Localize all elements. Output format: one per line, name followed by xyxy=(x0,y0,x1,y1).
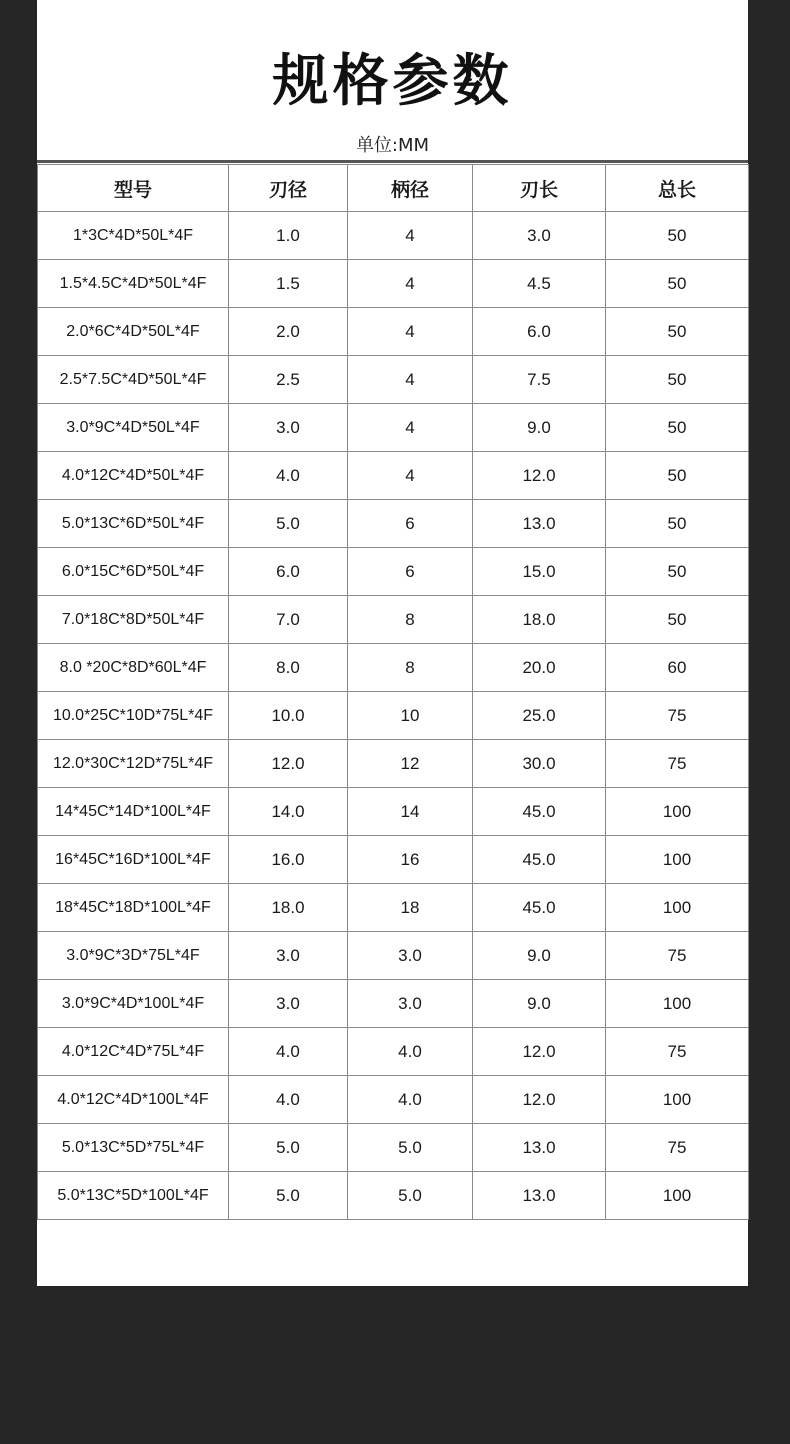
cell-blade-length: 12.0 xyxy=(473,1076,606,1124)
cell-blade-diameter: 5.0 xyxy=(229,500,348,548)
cell-overall-length: 75 xyxy=(606,692,749,740)
cell-model: 12.0*30C*12D*75L*4F xyxy=(38,740,229,788)
cell-shank-diameter: 4 xyxy=(348,260,473,308)
table-row xyxy=(38,452,749,500)
cell-blade-diameter: 7.0 xyxy=(229,596,348,644)
cell-blade-diameter: 8.0 xyxy=(229,644,348,692)
cell-model: 1*3C*4D*50L*4F xyxy=(38,212,229,260)
cell-model: 5.0*13C*6D*50L*4F xyxy=(38,500,229,548)
table-row xyxy=(38,1076,749,1124)
cell-overall-length: 100 xyxy=(606,1172,749,1220)
cell-overall-length: 50 xyxy=(606,500,749,548)
cell-overall-length: 50 xyxy=(606,212,749,260)
cell-blade-length: 13.0 xyxy=(473,500,606,548)
cell-overall-length: 50 xyxy=(606,308,749,356)
cell-blade-length: 3.0 xyxy=(473,212,606,260)
cell-shank-diameter: 16 xyxy=(348,836,473,884)
cell-blade-length: 9.0 xyxy=(473,932,606,980)
cell-blade-diameter: 12.0 xyxy=(229,740,348,788)
unit-label: 单位:MM xyxy=(355,135,430,156)
cell-model: 14*45C*14D*100L*4F xyxy=(38,788,229,836)
table-row xyxy=(38,692,749,740)
cell-blade-diameter: 4.0 xyxy=(229,1028,348,1076)
cell-model: 2.0*6C*4D*50L*4F xyxy=(38,308,229,356)
table-header-row xyxy=(38,165,749,212)
cell-shank-diameter: 6 xyxy=(348,500,473,548)
cell-model: 16*45C*16D*100L*4F xyxy=(38,836,229,884)
cell-model: 1.5*4.5C*4D*50L*4F xyxy=(38,260,229,308)
cell-shank-diameter: 4 xyxy=(348,212,473,260)
cell-blade-diameter: 4.0 xyxy=(229,1076,348,1124)
cell-blade-length: 20.0 xyxy=(473,644,606,692)
table-row xyxy=(38,1124,749,1172)
cell-blade-length: 4.5 xyxy=(473,260,606,308)
cell-blade-diameter: 1.0 xyxy=(229,212,348,260)
table-row xyxy=(38,740,749,788)
cell-blade-length: 7.5 xyxy=(473,356,606,404)
cell-blade-length: 13.0 xyxy=(473,1172,606,1220)
cell-model: 3.0*9C*3D*75L*4F xyxy=(38,932,229,980)
cell-blade-length: 15.0 xyxy=(473,548,606,596)
table-row xyxy=(38,1172,749,1220)
cell-shank-diameter: 4.0 xyxy=(348,1028,473,1076)
cell-overall-length: 50 xyxy=(606,356,749,404)
cell-model: 5.0*13C*5D*100L*4F xyxy=(38,1172,229,1220)
cell-blade-diameter: 16.0 xyxy=(229,836,348,884)
spec-table xyxy=(37,164,749,1220)
cell-blade-length: 6.0 xyxy=(473,308,606,356)
spec-sheet xyxy=(37,0,748,1286)
table-row xyxy=(38,980,749,1028)
table-row xyxy=(38,788,749,836)
cell-blade-length: 9.0 xyxy=(473,980,606,1028)
table-row xyxy=(38,260,749,308)
cell-shank-diameter: 4.0 xyxy=(348,1076,473,1124)
table-row xyxy=(38,356,749,404)
header-blade-length: 刃长 xyxy=(473,165,606,212)
cell-blade-length: 45.0 xyxy=(473,788,606,836)
cell-shank-diameter: 5.0 xyxy=(348,1172,473,1220)
cell-model: 4.0*12C*4D*100L*4F xyxy=(38,1076,229,1124)
cell-blade-diameter: 1.5 xyxy=(229,260,348,308)
cell-overall-length: 100 xyxy=(606,884,749,932)
cell-blade-diameter: 2.0 xyxy=(229,308,348,356)
cell-blade-length: 45.0 xyxy=(473,884,606,932)
cell-blade-diameter: 4.0 xyxy=(229,452,348,500)
cell-blade-length: 12.0 xyxy=(473,452,606,500)
cell-shank-diameter: 10 xyxy=(348,692,473,740)
cell-shank-diameter: 3.0 xyxy=(348,980,473,1028)
cell-model: 5.0*13C*5D*75L*4F xyxy=(38,1124,229,1172)
cell-blade-length: 30.0 xyxy=(473,740,606,788)
table-row xyxy=(38,884,749,932)
cell-overall-length: 75 xyxy=(606,1028,749,1076)
cell-blade-length: 45.0 xyxy=(473,836,606,884)
cell-shank-diameter: 5.0 xyxy=(348,1124,473,1172)
table-row xyxy=(38,548,749,596)
header-overall-length: 总长 xyxy=(606,165,749,212)
cell-overall-length: 50 xyxy=(606,548,749,596)
cell-model: 3.0*9C*4D*100L*4F xyxy=(38,980,229,1028)
cell-blade-diameter: 3.0 xyxy=(229,404,348,452)
cell-overall-length: 50 xyxy=(606,404,749,452)
cell-shank-diameter: 4 xyxy=(348,356,473,404)
page-title: 规格参数 xyxy=(272,49,513,114)
cell-overall-length: 60 xyxy=(606,644,749,692)
cell-overall-length: 50 xyxy=(606,260,749,308)
cell-overall-length: 100 xyxy=(606,788,749,836)
cell-shank-diameter: 18 xyxy=(348,884,473,932)
cell-shank-diameter: 14 xyxy=(348,788,473,836)
cell-overall-length: 50 xyxy=(606,452,749,500)
header-blade-diameter: 刃径 xyxy=(229,165,348,212)
cell-model: 6.0*15C*6D*50L*4F xyxy=(38,548,229,596)
cell-shank-diameter: 8 xyxy=(348,644,473,692)
table-row xyxy=(38,500,749,548)
cell-blade-length: 13.0 xyxy=(473,1124,606,1172)
table-row xyxy=(38,644,749,692)
cell-blade-diameter: 5.0 xyxy=(229,1172,348,1220)
table-row xyxy=(38,308,749,356)
cell-shank-diameter: 8 xyxy=(348,596,473,644)
table-row xyxy=(38,212,749,260)
cell-shank-diameter: 4 xyxy=(348,308,473,356)
cell-model: 3.0*9C*4D*50L*4F xyxy=(38,404,229,452)
cell-shank-diameter: 12 xyxy=(348,740,473,788)
cell-blade-diameter: 3.0 xyxy=(229,932,348,980)
cell-overall-length: 100 xyxy=(606,980,749,1028)
cell-shank-diameter: 4 xyxy=(348,404,473,452)
table-row xyxy=(38,932,749,980)
cell-model: 4.0*12C*4D*75L*4F xyxy=(38,1028,229,1076)
table-row xyxy=(38,404,749,452)
table-row xyxy=(38,1028,749,1076)
cell-model: 7.0*18C*8D*50L*4F xyxy=(38,596,229,644)
cell-model: 18*45C*18D*100L*4F xyxy=(38,884,229,932)
cell-blade-diameter: 3.0 xyxy=(229,980,348,1028)
table-row xyxy=(38,596,749,644)
cell-overall-length: 75 xyxy=(606,932,749,980)
cell-overall-length: 100 xyxy=(606,1076,749,1124)
cell-model: 8.0 *20C*8D*60L*4F xyxy=(38,644,229,692)
cell-blade-diameter: 18.0 xyxy=(229,884,348,932)
cell-blade-length: 18.0 xyxy=(473,596,606,644)
cell-shank-diameter: 3.0 xyxy=(348,932,473,980)
cell-overall-length: 50 xyxy=(606,596,749,644)
cell-blade-diameter: 5.0 xyxy=(229,1124,348,1172)
cell-shank-diameter: 4 xyxy=(348,452,473,500)
cell-blade-length: 25.0 xyxy=(473,692,606,740)
table-row xyxy=(38,836,749,884)
cell-blade-diameter: 14.0 xyxy=(229,788,348,836)
cell-blade-diameter: 6.0 xyxy=(229,548,348,596)
divider xyxy=(37,160,748,163)
header-shank-diameter: 柄径 xyxy=(348,165,473,212)
cell-model: 2.5*7.5C*4D*50L*4F xyxy=(38,356,229,404)
cell-blade-length: 9.0 xyxy=(473,404,606,452)
cell-overall-length: 75 xyxy=(606,740,749,788)
cell-blade-diameter: 10.0 xyxy=(229,692,348,740)
cell-overall-length: 100 xyxy=(606,836,749,884)
cell-model: 10.0*25C*10D*75L*4F xyxy=(38,692,229,740)
cell-overall-length: 75 xyxy=(606,1124,749,1172)
cell-model: 4.0*12C*4D*50L*4F xyxy=(38,452,229,500)
cell-blade-diameter: 2.5 xyxy=(229,356,348,404)
header-model: 型号 xyxy=(38,165,229,212)
cell-shank-diameter: 6 xyxy=(348,548,473,596)
cell-blade-length: 12.0 xyxy=(473,1028,606,1076)
